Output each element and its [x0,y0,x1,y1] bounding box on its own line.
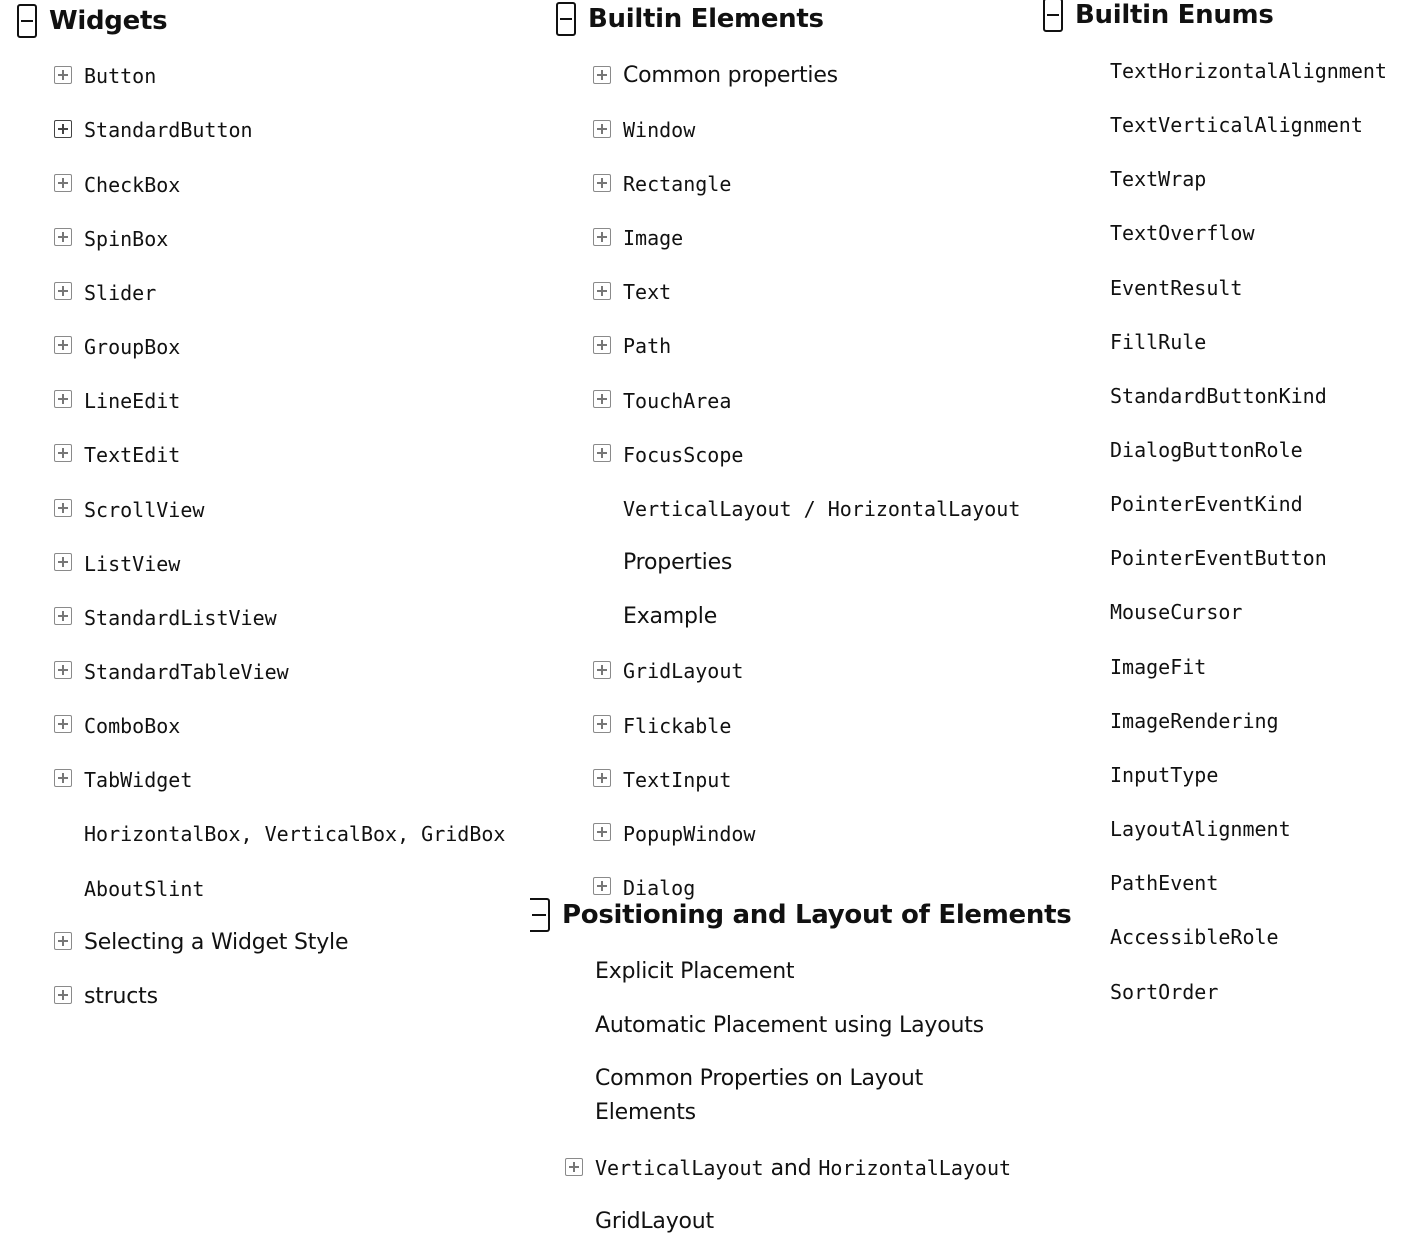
widget-item-textedit[interactable]: TextEdit [84,443,181,467]
expand-icon[interactable] [54,769,72,787]
positioning-item-common-properties[interactable]: Common Properties on Layout Elements [595,1066,924,1125]
enum-item[interactable]: DialogButtonRole [1110,438,1303,462]
widget-item-aboutslint[interactable]: AboutSlint [84,877,205,901]
widget-item-style[interactable]: Selecting a Widget Style [84,929,349,955]
horizontal-layout-label: HorizontalLayout [818,1156,1012,1180]
expand-icon[interactable] [54,174,72,192]
enum-item[interactable]: EventResult [1110,276,1243,300]
enum-item[interactable]: ImageRendering [1110,709,1279,733]
element-item-window[interactable]: Window [623,118,696,142]
expand-icon[interactable] [593,336,611,354]
widget-item-scrollview[interactable]: ScrollView [84,498,205,522]
enum-item[interactable]: PathEvent [1110,871,1219,895]
enum-item[interactable]: TextVerticalAlignment [1110,113,1363,137]
enum-item[interactable]: TextWrap [1110,167,1207,191]
enum-item[interactable]: PointerEventButton [1110,546,1327,570]
collapse-icon[interactable] [17,4,37,38]
widget-item-boxes[interactable]: HorizontalBox, VerticalBox, GridBox [84,822,506,846]
widget-item-groupbox[interactable]: GroupBox [84,335,181,359]
expand-icon[interactable] [54,499,72,517]
enum-item[interactable]: PointerEventKind [1110,492,1303,516]
vertical-layout-label: VerticalLayout [595,1156,764,1180]
element-item-rectangle[interactable]: Rectangle [623,172,732,196]
collapse-icon[interactable] [530,898,550,932]
widget-item-combobox[interactable]: ComboBox [84,714,181,738]
and-label: and [770,1155,812,1181]
expand-icon[interactable] [593,282,611,300]
enum-item[interactable]: AccessibleRole [1110,925,1279,949]
expand-icon[interactable] [593,877,611,895]
positioning-heading[interactable] [530,898,1071,932]
widget-item-standardlistview[interactable]: StandardListView [84,606,277,630]
collapse-icon[interactable] [1043,0,1063,32]
expand-icon[interactable] [54,607,72,625]
expand-icon[interactable] [54,715,72,733]
enum-item[interactable]: TextHorizontalAlignment [1110,59,1387,83]
positioning-item-gridlayout[interactable]: GridLayout [595,1208,714,1234]
element-item-focusscope[interactable]: FocusScope [623,443,744,467]
builtin-enums-title: Builtin Enums [1075,0,1274,30]
widgets-title: Widgets [49,6,168,36]
enum-item[interactable]: SortOrder [1110,980,1219,1004]
positioning-title: Positioning and Layout of Elements [562,900,1072,930]
enum-item[interactable]: LayoutAlignment [1110,817,1291,841]
expand-icon[interactable] [593,390,611,408]
expand-icon[interactable] [593,444,611,462]
positioning-item-automatic[interactable]: Automatic Placement using Layouts [595,1012,984,1038]
enum-item[interactable]: TextOverflow [1110,221,1255,245]
expand-icon[interactable] [593,661,611,679]
widgets-heading[interactable] [17,4,167,38]
element-item-toucharea[interactable]: TouchArea [623,389,732,413]
builtin-enums-heading[interactable] [1043,0,1274,32]
element-item-vertical-horizontal-layout[interactable]: VerticalLayout / HorizontalLayout [623,497,1021,521]
expand-icon[interactable] [54,228,72,246]
enum-item[interactable]: ImageFit [1110,655,1207,679]
expand-icon[interactable] [593,715,611,733]
element-item-dialog[interactable]: Dialog [623,876,696,900]
expand-icon[interactable] [593,174,611,192]
expand-icon[interactable] [593,769,611,787]
expand-icon[interactable] [54,120,72,138]
element-item-popupwindow[interactable]: PopupWindow [623,822,756,846]
expand-icon[interactable] [565,1158,583,1176]
element-item-image[interactable]: Image [623,226,684,250]
widget-item-listview[interactable]: ListView [84,552,181,576]
expand-icon[interactable] [593,823,611,841]
positioning-item-explicit[interactable]: Explicit Placement [595,958,795,984]
element-item-example[interactable]: Example [623,603,718,629]
element-item-path[interactable]: Path [623,334,672,358]
expand-icon[interactable] [54,661,72,679]
builtin-elements-title: Builtin Elements [588,4,824,34]
widget-item-standardbutton[interactable]: StandardButton [84,118,253,142]
expand-icon[interactable] [593,228,611,246]
widget-item-spinbox[interactable]: SpinBox [84,227,169,251]
expand-icon[interactable] [54,66,72,84]
element-item-properties[interactable]: Properties [623,549,733,575]
enum-item[interactable]: StandardButtonKind [1110,384,1327,408]
widget-item-slider[interactable]: Slider [84,281,157,305]
expand-icon[interactable] [54,282,72,300]
positioning-item-vertical-horizontal[interactable] [595,1153,1011,1183]
expand-icon[interactable] [54,932,72,950]
expand-icon[interactable] [54,390,72,408]
expand-icon[interactable] [593,120,611,138]
element-item-flickable[interactable]: Flickable [623,714,732,738]
expand-icon[interactable] [54,444,72,462]
widget-item-structs[interactable]: structs [84,983,158,1009]
enum-item[interactable]: InputType [1110,763,1219,787]
builtin-elements-heading[interactable] [556,2,824,36]
element-item-common-properties[interactable]: Common properties [623,62,838,88]
element-item-textinput[interactable]: TextInput [623,768,732,792]
widget-item-button[interactable]: Button [84,64,157,88]
expand-icon[interactable] [54,336,72,354]
collapse-icon[interactable] [556,2,576,36]
expand-icon[interactable] [54,986,72,1004]
enum-item[interactable]: FillRule [1110,330,1207,354]
expand-icon[interactable] [593,66,611,84]
expand-icon[interactable] [54,553,72,571]
enum-item[interactable]: MouseCursor [1110,600,1243,624]
element-item-gridlayout[interactable]: GridLayout [623,659,744,683]
widget-item-standardtableview[interactable]: StandardTableView [84,660,289,684]
widget-item-tabwidget[interactable]: TabWidget [84,768,193,792]
widget-item-checkbox[interactable]: CheckBox [84,173,181,197]
widget-item-lineedit[interactable]: LineEdit [84,389,181,413]
element-item-text[interactable]: Text [623,280,672,304]
